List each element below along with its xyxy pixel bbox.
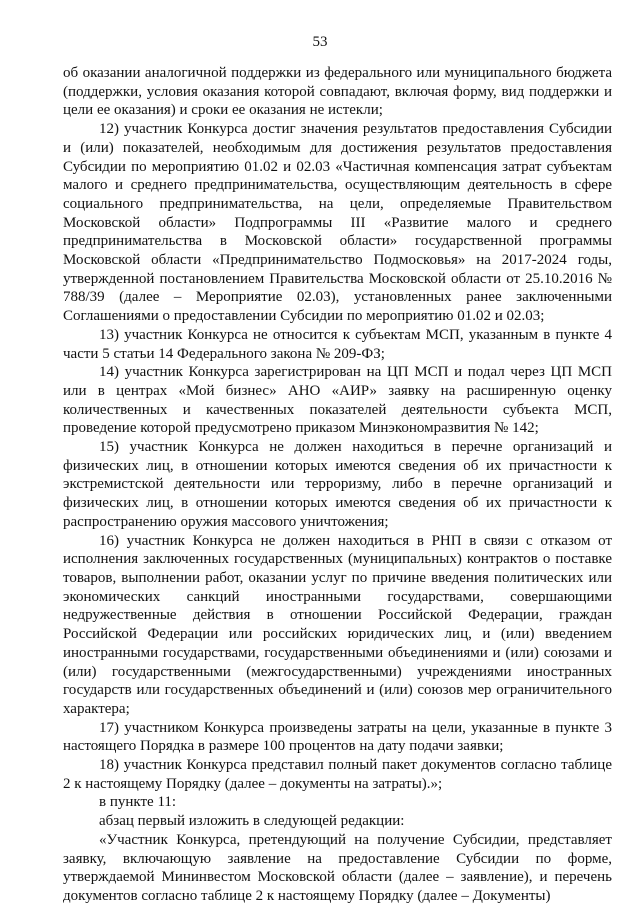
paragraph-item-17: 17) участником Конкурса произведены затраты на цели, указанные в пункте 3 настоящего Порядка в размере 100 процентов на дату подачи заявки; [63,719,612,755]
paragraph-first-abzac: абзац первый изложить в следующей редакции: [99,813,405,830]
paragraph-item-14: 14) участник Конкурса зарегистрирован на ЦП МСП и подал через ЦП МСП или в центрах «Мой бизнес» АНО «АИР» заявку на расширенную оценку количественных и качественных показателей деятельности субъекта МСП, проведение которой предусмотрено приказом Минэкономразвития № 142; [63,364,612,437]
page-number: 53 [312,34,328,50]
paragraph-item-15: 15) участник Конкурса не должен находиться в перечне организаций и физических лиц, в отношении которых имеются сведения об их причастности к экстремистской деятельности или терроризму, либо в перечне организаций и физических лиц, в отношении которых имеются сведения об их причастности к распространению оружия массового уничтожения; [63,439,612,530]
paragraph-continuation: об оказании аналогичной поддержки из федерального или муниципального бюджета (поддержки, условия оказания которой совпадают, включая форму, вид поддержки и цели ее оказания) и сроки ее оказания не истекли; [63,65,612,119]
paragraph-item-12: 12) участник Конкурса достиг значения результатов предоставления Субсидии и (или) показателей, необходимым для достижения результатов предоставления Субсидии по мероприятию 01.02 и 02.03 «Частичная компенсация затрат субъектам малого и среднего предпринимательства, осуществляющим деятельность в сфере социального предпринимательства, на цели, определяемые Правительством Московской области» Подпрограммы III «Развитие малого и среднего предпринимательства в Московской области» государственной программы Московской области «Предпринимательство Подмосковья» на 2017-2024 годы, утвержденной постановлением Правительства Московской области от 25.10.2016 № 788/39 (далее – Мероприятие 02.03), установленных ранее заключенными Соглашениями о предоставлении Субсидии по мероприятию 01.02 и 02.03; [63,121,612,325]
paragraph-point-11: в пункте 11: [99,794,177,811]
paragraph-item-16: 16) участник Конкурса не должен находиться в РНП в связи с отказом от исполнения заключенных государственных (муниципальных) контрактов о поставке товаров, выполнении работ, оказании услуг по причине введения политических или экономических санкций иностранными государствами, совершающими недружественные действия в отношении Российской Федерации, граждан Российской Федерации или российских юридических лиц, и (или) введением иностранными государствами, государственными объединениями и (или) союзами и (или) государственными (межгосударственными) учреждениями иностранных государств или государственных объединений и (или) союзов мер ограничительного характера; [63,532,612,717]
document-body [63,64,612,906]
paragraph-item-13: 13) участник Конкурса не относится к субъектам МСП, указанным в пункте 4 части 5 статьи 14 Федерального закона № 209-ФЗ; [63,326,612,362]
paragraph-item-18: 18) участник Конкурса представил полный пакет документов согласно таблице 2 к настоящему Порядку (далее – документы на затраты).»; [63,757,612,792]
paragraph-quoted-text: «Участник Конкурса, претендующий на получение Субсидии, представляет заявку, включающую заявление на предоставление Субсидии по форме, утверждаемой Мининвестом Московской области (далее – заявление), и перечень документов согласно таблице 2 к настоящему Порядку (далее – Документы) [63,831,612,904]
